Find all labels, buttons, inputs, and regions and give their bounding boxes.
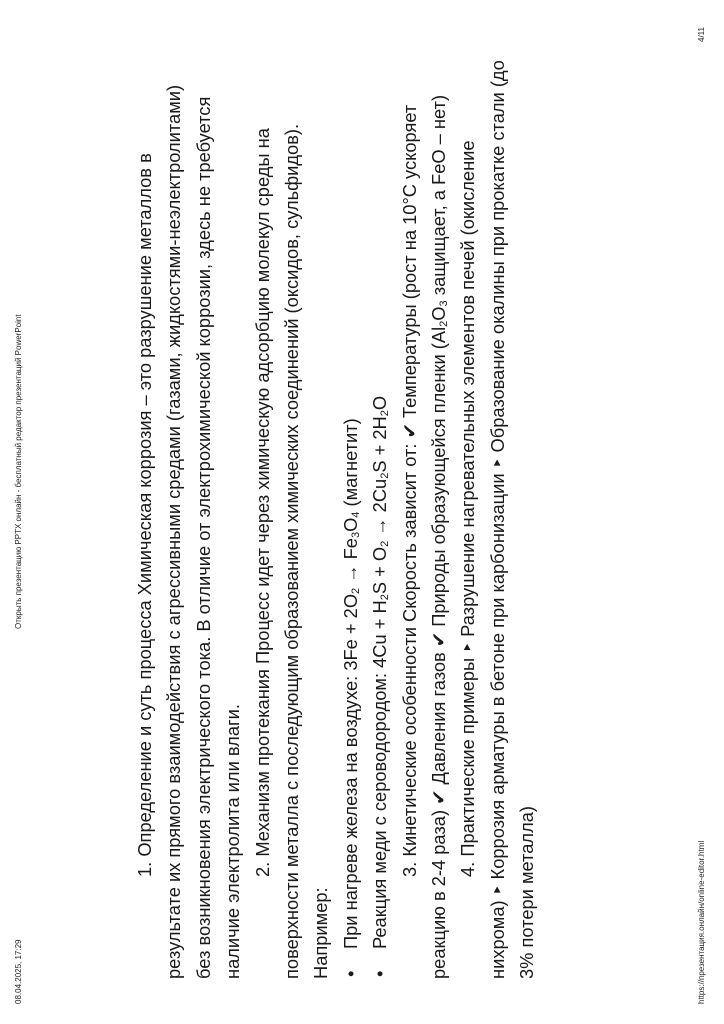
reaction-iron-o: O [339, 517, 361, 532]
kinetics-text: защищает, а FeO – нет) [428, 94, 450, 301]
reaction-copper-text: → 2Cu [369, 478, 391, 541]
subscript: 3 [349, 531, 362, 539]
subscript: 2 [379, 410, 392, 417]
slide-text-body [130, 59, 542, 979]
section-mechanism: 2. Механизм протекания Процесс идет через химическую адсорбцию молекул среды на поверхности металла с последующим образованием химических соединений (оксидов, сульфидов). Например: [251, 123, 332, 979]
subscript: 4 [349, 511, 362, 518]
section-examples: 4. Практические примеры ‣ Разрушение нагревательных элементов печей (окисление нихрома) ‣ Коррозия арматуры в бетоне при карбонизации ‣ Образование окалины при прокатке стали (до 3% потери металла) [457, 60, 538, 979]
reaction-iron-arrow: → Fe [339, 538, 361, 588]
list-item [336, 59, 365, 979]
bullet-icon: • [369, 970, 391, 977]
section-definition: 1. Определение и суть процесса Химическая коррозия – это разрушение металлов в результате их прямого взаимодействия с агрессивными средами (газами, жидкостями-неэлектролитами) без возникновения электрического тока. В отличие от электрохимической коррозии, здесь не требуется наличие электролита или влаги. [134, 84, 244, 979]
subscript: 2 [438, 320, 451, 327]
print-datetime: 08.04.2025, 17:29 [14, 939, 23, 1004]
page-number: 4/11 [697, 27, 706, 42]
reaction-iron-end: (магнетит) [339, 418, 361, 512]
subscript: 2 [379, 540, 392, 547]
reaction-copper-text: O [369, 395, 391, 411]
list-item [365, 59, 394, 979]
bullet-icon: • [339, 970, 361, 977]
reaction-copper-text: S + O [369, 546, 391, 595]
kinetics-text: O [428, 306, 450, 321]
section-kinetics [395, 59, 454, 979]
subscript: 2 [379, 594, 392, 601]
kinetics-text: 3. Кинетические особенности Скорость зависит от: ✔ Температуры (рост на 10°C ускоряет реакцию в 2-4 раза) ✔ Давления газов ✔ Природы образующейся пленки (Al [398, 104, 450, 979]
print-url: https://презентация.онлайн/online-editor.html [697, 840, 706, 1004]
subscript: 2 [379, 472, 392, 479]
subscript: 2 [349, 587, 362, 594]
subscript: 3 [438, 300, 451, 307]
reaction-copper-text: S + 2H [369, 416, 391, 473]
reaction-copper-text: Реакция меди с сероводородом: 4Cu + H [369, 600, 391, 949]
reaction-iron-text: При нагреве железа на воздухе: 3Fe + 2O [339, 593, 361, 949]
print-page-title: Открыть презентацию PPTX онлайн - бесплатный редактор презентаций PowerPoint [14, 314, 23, 629]
